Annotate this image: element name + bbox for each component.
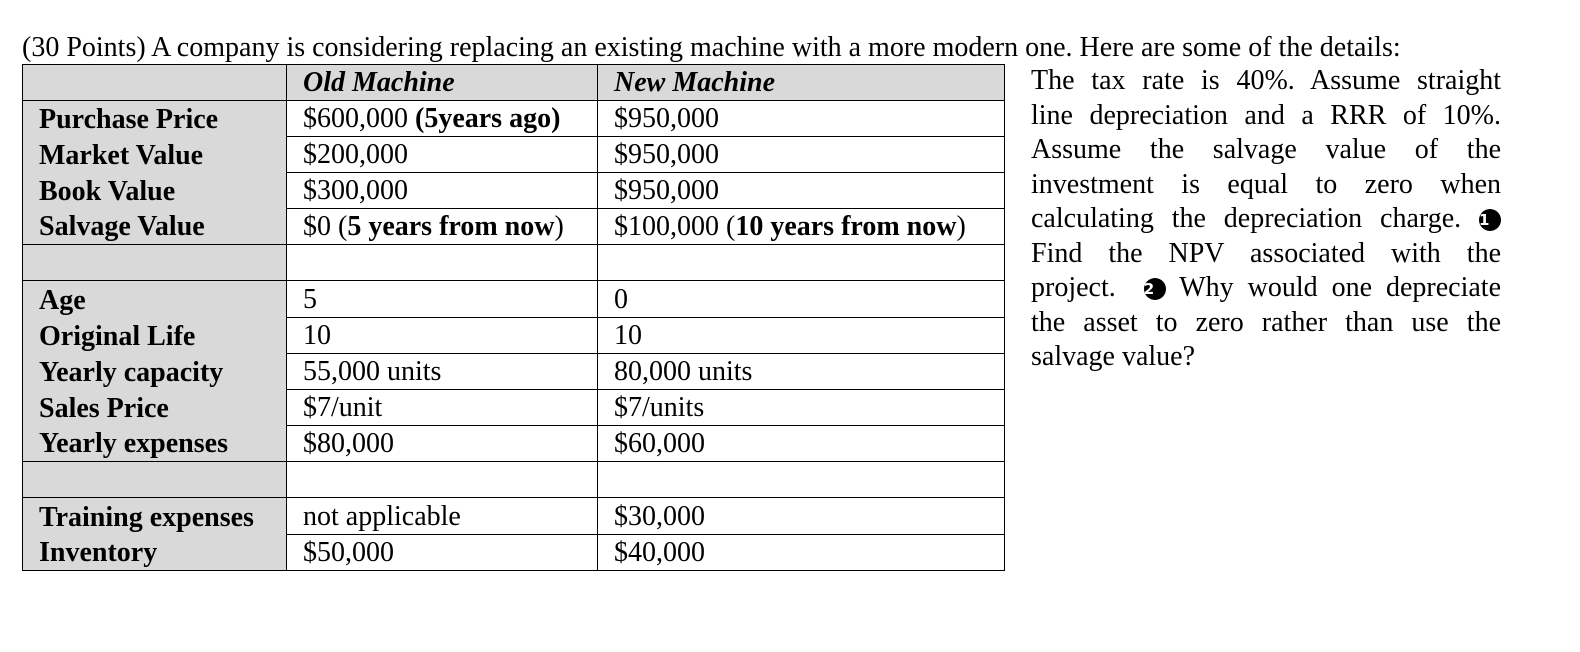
blank-cell bbox=[23, 245, 287, 281]
table-row bbox=[23, 390, 1005, 426]
row-label: Sales Price bbox=[23, 390, 287, 426]
table-row bbox=[23, 137, 1005, 173]
table-row bbox=[23, 173, 1005, 209]
old-value: $0 (5 years from now) bbox=[287, 209, 598, 245]
old-value: 10 bbox=[287, 318, 598, 354]
row-label: Yearly capacity bbox=[23, 354, 287, 390]
new-value: $40,000 bbox=[598, 535, 1005, 571]
old-value: 55,000 units bbox=[287, 354, 598, 390]
old-value: $7/unit bbox=[287, 390, 598, 426]
old-value: $600,000 (5years ago) bbox=[287, 101, 598, 137]
new-value: 0 bbox=[598, 281, 1005, 318]
table-row bbox=[23, 498, 1005, 535]
old-value: $80,000 bbox=[287, 426, 598, 462]
blank-cell bbox=[598, 245, 1005, 281]
new-value: $60,000 bbox=[598, 426, 1005, 462]
number-one-circle-icon: 1 bbox=[1479, 209, 1501, 231]
table-row bbox=[23, 318, 1005, 354]
row-label: Age bbox=[23, 281, 287, 318]
blank-cell bbox=[598, 462, 1005, 498]
header-old-machine: Old Machine bbox=[287, 65, 598, 101]
table-row bbox=[23, 354, 1005, 390]
new-value: $950,000 bbox=[598, 173, 1005, 209]
side-text-line: investment is equal to zero when bbox=[1031, 168, 1501, 200]
table-row bbox=[23, 426, 1005, 462]
old-value: $50,000 bbox=[287, 535, 598, 571]
new-value: $950,000 bbox=[598, 101, 1005, 137]
row-label: Training expenses bbox=[23, 498, 287, 535]
table-row bbox=[23, 209, 1005, 245]
row-label: Book Value bbox=[23, 173, 287, 209]
question-title: (30 Points) A company is considering replacing an existing machine with a more modern one. Here are some of the details: bbox=[22, 32, 1401, 63]
header-new-machine: New Machine bbox=[598, 65, 1005, 101]
new-value: 10 bbox=[598, 318, 1005, 354]
old-value: $200,000 bbox=[287, 137, 598, 173]
header-blank-cell bbox=[23, 65, 287, 101]
new-value: 80,000 units bbox=[598, 354, 1005, 390]
side-text-line: line depreciation and a RRR of 10%. bbox=[1031, 99, 1501, 131]
number-two-circle-icon: 2 bbox=[1144, 278, 1166, 300]
blank-cell bbox=[23, 462, 287, 498]
table-row bbox=[23, 281, 1005, 318]
row-label: Inventory bbox=[23, 535, 287, 571]
blank-cell bbox=[287, 462, 598, 498]
table-row bbox=[23, 101, 1005, 137]
old-value: 5 bbox=[287, 281, 598, 318]
row-label: Purchase Price bbox=[23, 101, 287, 137]
side-text-line: the asset to zero rather than use the bbox=[1031, 306, 1501, 338]
new-value: $950,000 bbox=[598, 137, 1005, 173]
side-text-line: Assume the salvage value of the bbox=[1031, 134, 1501, 165]
side-text-line: calculating the depreciation charge. 1 bbox=[1031, 202, 1501, 237]
question-side-text bbox=[1031, 64, 1501, 375]
row-label: Yearly expenses bbox=[23, 426, 287, 462]
side-text-line: Find the NPV associated with the bbox=[1031, 237, 1501, 269]
row-label: Original Life bbox=[23, 318, 287, 354]
table-header-row bbox=[23, 65, 1005, 101]
blank-cell bbox=[287, 245, 598, 281]
machine-details-table bbox=[22, 64, 1005, 571]
row-label: Salvage Value bbox=[23, 209, 287, 245]
blank-row bbox=[23, 462, 1005, 498]
table-row bbox=[23, 535, 1005, 571]
old-value: $300,000 bbox=[287, 173, 598, 209]
side-text-line: project. 2 Why would one depreciate bbox=[1031, 272, 1501, 303]
old-value: not applicable bbox=[287, 498, 598, 535]
new-value: $30,000 bbox=[598, 498, 1005, 535]
blank-row bbox=[23, 245, 1005, 281]
row-label: Market Value bbox=[23, 137, 287, 173]
new-value: $7/units bbox=[598, 390, 1005, 426]
side-text-line: salvage value? bbox=[1031, 341, 1196, 372]
side-text-line: The tax rate is 40%. Assume straight bbox=[1031, 65, 1501, 96]
new-value: $100,000 (10 years from now) bbox=[598, 209, 1005, 245]
